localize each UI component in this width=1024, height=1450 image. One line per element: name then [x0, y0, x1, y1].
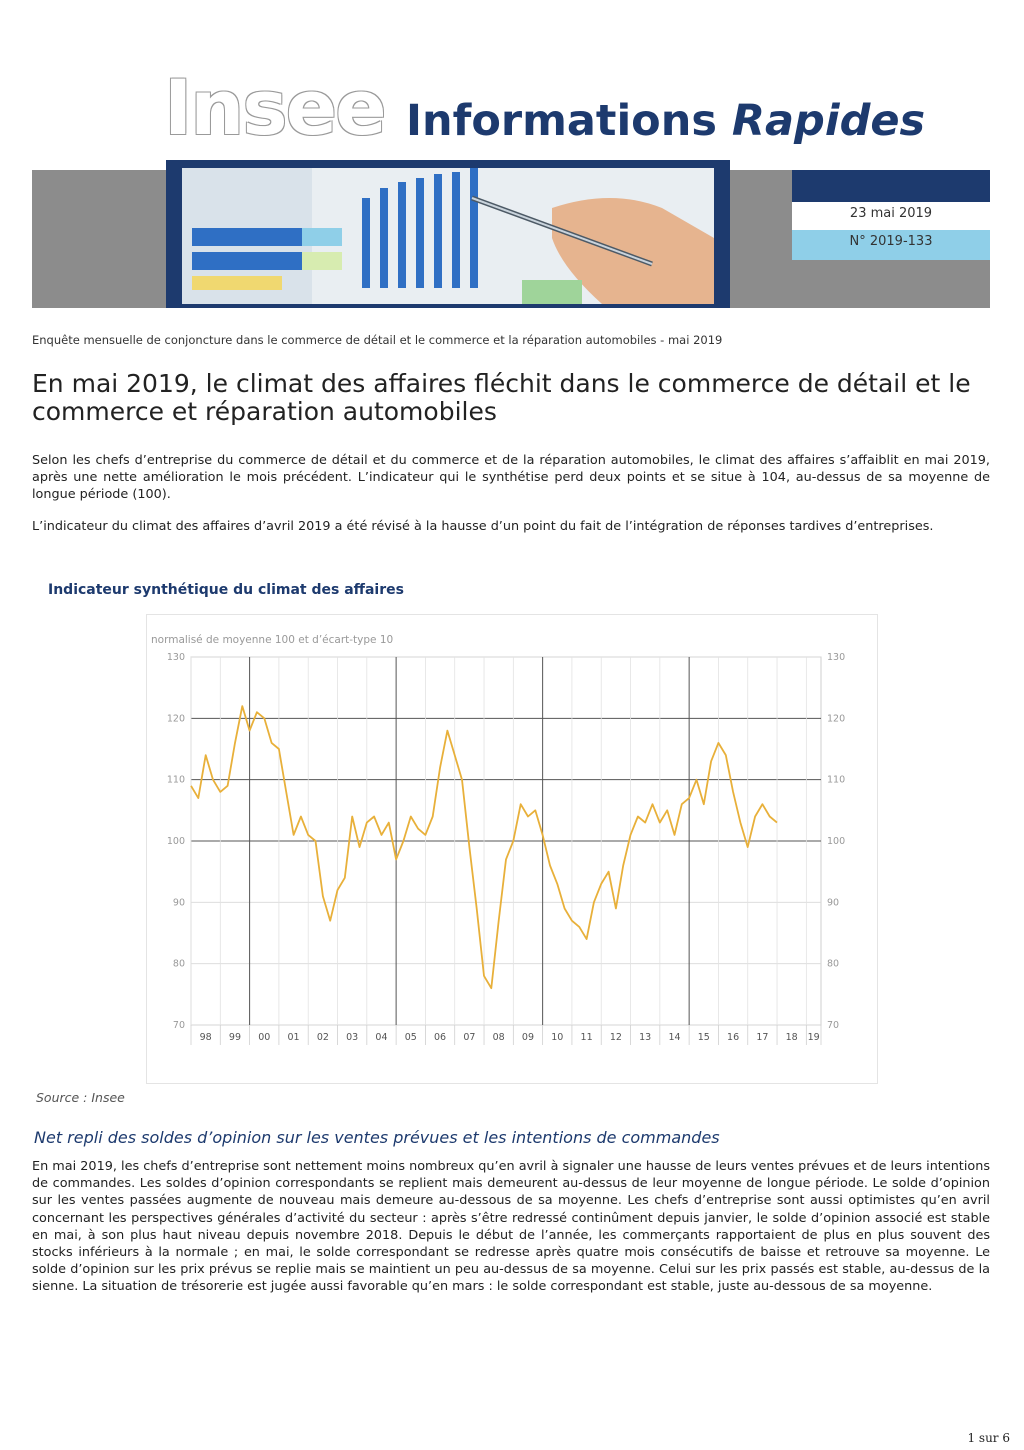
y-tick-label-right: 90	[827, 897, 840, 909]
chart-source: Source : Insee	[36, 1090, 125, 1105]
x-tick-label: 18	[785, 1032, 798, 1043]
x-tick-label: 01	[287, 1032, 300, 1043]
y-tick-label: 100	[166, 836, 185, 847]
x-tick-label: 05	[404, 1032, 417, 1043]
y-tick-label: 110	[166, 774, 185, 786]
paragraph-details: En mai 2019, les chefs d’entreprise sont nettement moins nombreux qu’en avril à signaler une hausse de leurs ventes prévues et de leurs intentions de commandes. Les soldes d’opinion correspondants se replient mais demeurent au-dessus de leur moyenne de longue période. Le solde d’opinion sur les ventes passées augmente de nouveau mais demeure au-dessous de sa moyenne. Les chefs d’entreprise sont aussi optimistes qu’en avril concernant les perspectives générales d’activité du secteur : après s’être redressé continûment depuis janvier, le solde d’opinion associé est stable en mai, à son plus haut niveau depuis novembre 2018. Depuis le début de l’année, les commerçants rapportaient de plus en plus souvent des stocks inférieurs à la normale ; en mai, le solde correspondant se redresse après quatre mois consécutifs de baisse et retrouve sa moyenne. Le solde d’opinion sur les prix prévus se replie mais se maintient un peu au-dessus de sa moyenne. Celui sur les prix passés est stable, au-dessus de la sienne. La situation de trésorerie est jugée aussi favorable qu’en mars : le solde correspondant est stable, juste au-dessous de sa moyenne.	[32, 1159, 990, 1295]
y-tick-label: 90	[172, 897, 185, 909]
paragraph-summary: Selon les chefs d’entreprise du commerce de détail et du commerce et de la réparation automobiles, le climat des affaires s’affaiblit en mai 2019, après une nette amélioration le mois précédent. L’indicateur qui le synthétise perd deux points et se situe à 104, au-dessus de sa moyenne de longue période (100).	[32, 453, 990, 502]
x-tick-label: 04	[375, 1032, 388, 1043]
x-tick-label: 13	[639, 1032, 652, 1043]
x-tick-label: 11	[580, 1032, 593, 1043]
x-tick-label: 02	[316, 1032, 329, 1043]
section-subheading: Net repli des soldes d’opinion sur les ventes prévues et les intentions de commandes	[34, 1128, 720, 1147]
y-tick-label: 130	[166, 652, 185, 663]
x-tick-label: 99	[228, 1032, 242, 1043]
survey-label: Enquête mensuelle de conjoncture dans le commerce de détail et le commerce et la réparation automobiles - mai 2019	[32, 333, 723, 347]
x-tick-label: 00	[258, 1032, 271, 1043]
x-tick-label: 10	[551, 1032, 564, 1043]
y-tick-label-right: 110	[827, 774, 846, 786]
y-tick-label: 70	[172, 1020, 185, 1031]
paragraph-revision: L’indicateur du climat des affaires d’avril 2019 a été révisé à la hausse d’un point du fait de l’intégration de réponses tardives d’entreprises.	[32, 519, 934, 534]
y-tick-label: 120	[166, 713, 185, 725]
x-tick-label: 15	[697, 1032, 710, 1043]
x-tick-label: 09	[521, 1032, 535, 1043]
publication-title: Informations Rapides	[406, 96, 926, 146]
y-tick-label: 80	[172, 958, 185, 970]
x-tick-label: 12	[609, 1032, 622, 1043]
publication-number: N° 2019-133	[849, 234, 933, 249]
x-tick-label: 08	[492, 1032, 505, 1043]
publication-date: 23 mai 2019	[849, 206, 933, 221]
headline: En mai 2019, le climat des affaires fléchit dans le commerce de détail et le commerce et réparation automobiles	[32, 369, 971, 426]
x-tick-label: 07	[463, 1032, 476, 1043]
x-tick-label: 19	[807, 1032, 820, 1043]
y-tick-label-right: 70	[827, 1020, 840, 1031]
y-tick-label-right: 100	[827, 836, 846, 847]
header-photo	[166, 160, 730, 308]
chart-container	[146, 614, 878, 1084]
x-tick-label: 98	[199, 1032, 212, 1043]
header-blue-band	[792, 170, 990, 202]
x-tick-label: 06	[434, 1032, 447, 1043]
chart-subtitle: normalisé de moyenne 100 et d’écart-type 10	[151, 634, 394, 646]
page-number: 1 sur 6	[967, 1431, 1010, 1445]
business-climate-chart	[147, 615, 877, 1083]
x-tick-label: 14	[668, 1032, 681, 1043]
x-tick-label: 16	[727, 1032, 740, 1043]
y-tick-label-right: 120	[827, 713, 846, 725]
y-tick-label-right: 130	[827, 652, 846, 663]
y-tick-label-right: 80	[827, 958, 840, 970]
x-tick-label: 03	[346, 1032, 359, 1043]
insee-logo: Insee	[164, 63, 385, 152]
x-tick-label: 17	[756, 1032, 769, 1043]
chart-title: Indicateur synthétique du climat des affaires	[48, 582, 404, 598]
